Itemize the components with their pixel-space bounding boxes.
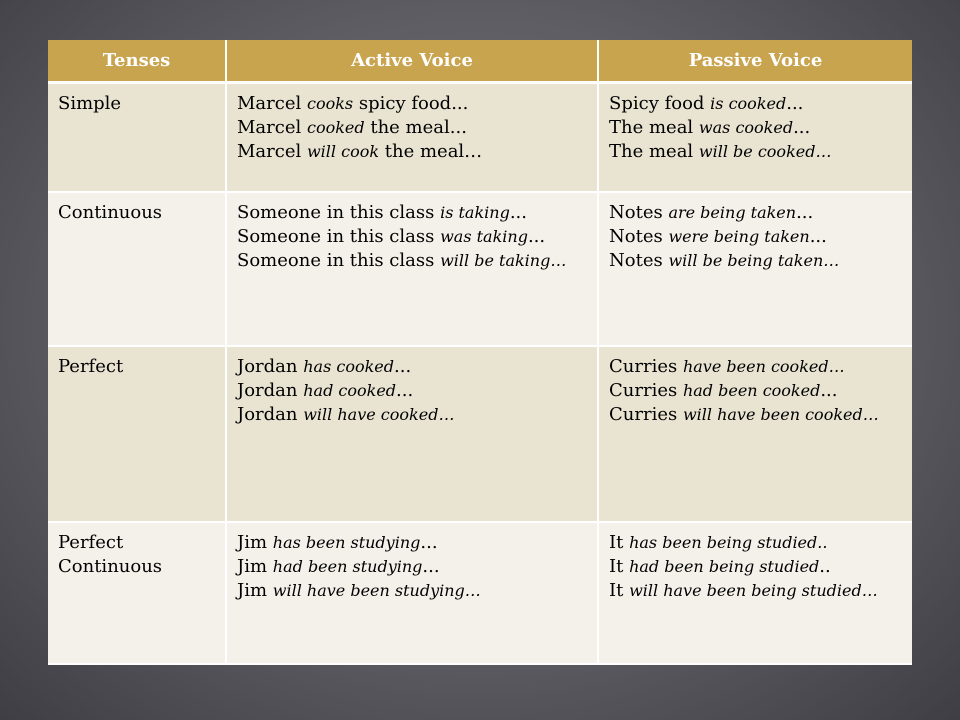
sentence-line [609,531,904,555]
sentence-line [237,555,589,579]
sentence-line [237,249,589,273]
sentence-text: Marcel [237,93,307,114]
sentence-text: ... [796,202,814,223]
verb-phrase: had cooked [303,381,397,400]
tense-cell: Simple [48,83,226,193]
sentence-line [237,379,589,403]
table-row [48,192,912,346]
passive-cell [598,522,912,664]
sentence-text: Notes [609,226,669,247]
sentence-text: Curries [609,404,683,425]
sentence-line [609,355,904,379]
verb-phrase: has been being studied.. [629,533,828,552]
verb-phrase: had been being studied [629,557,820,576]
verb-phrase: will have been being studied… [629,581,878,600]
sentence-text: Jordan [237,356,304,377]
header-passive-voice: Passive Voice [598,40,912,83]
tense-cell: Perfect Continuous [48,522,226,664]
table-row [48,346,912,522]
sentence-text: Marcel [237,141,307,162]
sentence-text: ... [509,202,527,223]
sentence-text: Jim [237,580,273,601]
verb-phrase: was taking [440,227,528,246]
sentence-text: Someone in this class [237,226,441,247]
sentence-line [237,116,589,140]
sentence-text: Curries [609,356,683,377]
sentence-text: The meal [609,117,699,138]
verb-phrase: will be taking… [440,251,567,270]
sentence-text: the meal... [364,117,467,138]
sentence-line [237,403,589,427]
active-cell [226,192,598,346]
tense-cell: Continuous [48,192,226,346]
verb-phrase: will have been cooked… [682,405,879,424]
sentence-text: Someone in this class [237,202,441,223]
verb-phrase: were being taken [668,227,810,246]
active-cell [226,522,598,664]
sentence-line [609,579,904,603]
verb-phrase: was cooked [698,118,794,137]
sentence-line [237,355,589,379]
verb-phrase: has cooked [303,357,395,376]
sentence-text: Someone in this class [237,250,441,271]
verb-phrase: had been studying [272,557,423,576]
sentence-line [609,379,904,403]
tenses-table [48,40,912,665]
sentence-line [609,225,904,249]
sentence-line [237,225,589,249]
sentence-text: It [609,556,630,577]
sentence-line [237,92,589,116]
verb-phrase: are being taken [668,203,797,222]
sentence-text: Notes [609,250,669,271]
verb-phrase: has been studying [272,533,421,552]
sentence-text: ... [786,93,804,114]
verb-phrase: will have been studying… [272,581,481,600]
sentence-line [609,92,904,116]
verb-phrase: had been cooked [682,381,821,400]
sentence-line [237,531,589,555]
verb-phrase: will be being taken… [668,251,840,270]
verb-phrase: cooks [306,94,354,113]
sentence-text: ... [394,356,412,377]
table-row [48,83,912,193]
verb-phrase: is taking [440,203,510,222]
sentence-text: ... [793,117,811,138]
verb-phrase: will cook [306,142,380,161]
sentence-text: ... [420,532,438,553]
sentence-text: Spicy food [609,93,711,114]
header-active-voice: Active Voice [226,40,598,83]
passive-cell [598,83,912,193]
sentence-line [609,201,904,225]
verb-phrase: is cooked [710,94,787,113]
sentence-text: ... [527,226,546,247]
sentence-text: Jordan [237,404,304,425]
sentence-text: ... [396,380,414,401]
sentence-text: It [609,580,630,601]
sentence-text: the meal… [379,141,483,162]
sentence-text: spicy food... [353,93,469,114]
passive-cell [598,192,912,346]
sentence-text: Notes [609,202,669,223]
tense-cell: Perfect [48,346,226,522]
sentence-text: Jordan [237,380,304,401]
sentence-text: Curries [609,380,683,401]
sentence-line [609,555,904,579]
verb-phrase: will be cooked… [698,142,832,161]
sentence-text: It [609,532,630,553]
passive-cell [598,346,912,522]
table-row [48,522,912,664]
sentence-line [609,140,904,164]
sentence-text: Marcel [237,117,307,138]
sentence-line [609,116,904,140]
verb-phrase: have been cooked… [682,357,845,376]
sentence-text: .. [819,556,831,577]
sentence-line [609,403,904,427]
sentence-line [237,579,589,603]
header-row [48,40,912,83]
verb-phrase: will have cooked… [303,405,455,424]
sentence-text: ... [809,226,827,247]
sentence-text: ... [820,380,838,401]
sentence-text: The meal [609,141,699,162]
active-cell [226,346,598,522]
header-tenses: Tenses [48,40,226,83]
sentence-line [237,201,589,225]
active-cell [226,83,598,193]
verb-phrase: cooked [306,118,365,137]
sentence-text: ... [422,556,440,577]
sentence-line [237,140,589,164]
sentence-text: Jim [237,556,273,577]
sentence-text: Jim [237,532,273,553]
sentence-line [609,249,904,273]
